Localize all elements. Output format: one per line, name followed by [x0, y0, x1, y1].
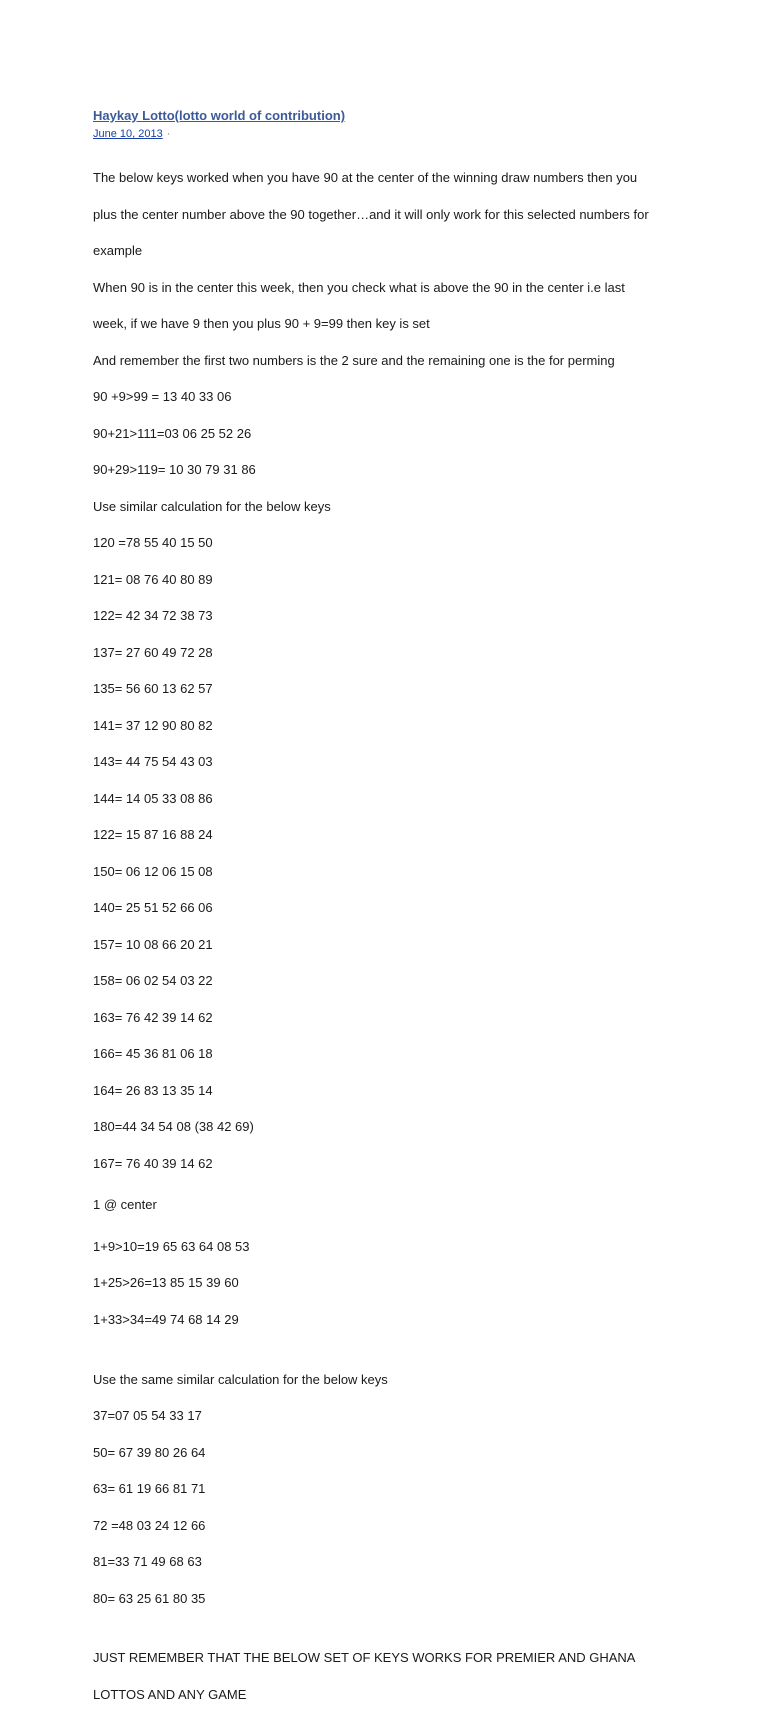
key-line: 140= 25 51 52 66 06: [93, 900, 213, 916]
intro-paragraph: [93, 151, 693, 1191]
key-line: 163= 76 42 39 14 62: [93, 1009, 213, 1025]
text-line: JUST REMEMBER THAT THE BELOW SET OF KEYS WORKS FOR PREMIER AND GHANA: [93, 1650, 636, 1666]
key-line: 167= 76 40 39 14 62: [93, 1155, 213, 1171]
key-line: 121= 08 76 40 80 89: [93, 571, 213, 587]
text-line: Use the same similar calculation for the below keys: [93, 1371, 388, 1387]
key-line: 90 +9>99 = 13 40 33 06: [93, 389, 232, 405]
key-line: 141= 37 12 90 80 82: [93, 717, 213, 733]
similar-keys: [93, 1352, 693, 1626]
key-line: 143= 44 75 54 43 03: [93, 754, 213, 770]
closing-note: [93, 1631, 693, 1722]
text-line: And remember the first two numbers is the 2 sure and the remaining one is the for perming: [93, 352, 615, 368]
key-line: 120 =78 55 40 15 50: [93, 535, 213, 551]
key-line: 1+9>10=19 65 63 64 08 53: [93, 1238, 250, 1254]
key-line: 1+33>34=49 74 68 14 29: [93, 1311, 239, 1327]
key-line: 150= 06 12 06 15 08: [93, 863, 213, 879]
key-line: 157= 10 08 66 20 21: [93, 936, 213, 952]
key-line: 180=44 34 54 08 (38 42 69): [93, 1119, 254, 1135]
key-line: 37=07 05 54 33 17: [93, 1408, 202, 1423]
text-line: week, if we have 9 then you plus 90 + 9=99 then key is set: [93, 316, 430, 332]
post-meta: [93, 126, 693, 142]
date-separator: ·: [166, 128, 171, 140]
post-date-link[interactable]: June 10, 2013: [93, 128, 163, 140]
blog-post: [93, 107, 693, 1722]
text-line: When 90 is in the center this week, then you check what is above the 90 in the center i.e last: [93, 279, 625, 295]
key-line: 80= 63 25 61 80 35: [93, 1590, 206, 1606]
text-line: LOTTOS AND ANY GAME: [93, 1686, 247, 1702]
center-keys: [93, 1220, 693, 1348]
key-line: 1+25>26=13 85 15 39 60: [93, 1275, 239, 1291]
center-heading: 1 @ center: [93, 1197, 157, 1213]
key-line: 81=33 71 49 68 63: [93, 1554, 202, 1569]
key-line: 166= 45 36 81 06 18: [93, 1046, 213, 1062]
key-line: 90+21>111=03 06 25 52 26: [93, 425, 252, 441]
text-line: plus the center number above the 90 together…and it will only work for this selected numbers for: [93, 206, 649, 222]
key-line: 137= 27 60 49 72 28: [93, 644, 213, 660]
key-line: 122= 42 34 72 38 73: [93, 608, 213, 624]
key-line: 135= 56 60 13 62 57: [93, 681, 213, 697]
text-line: Use similar calculation for the below keys: [93, 498, 331, 514]
key-line: 164= 26 83 13 35 14: [93, 1082, 213, 1098]
post-title-link[interactable]: Haykay Lotto(lotto world of contribution): [93, 108, 346, 123]
key-line: 90+29>119= 10 30 79 31 86: [93, 462, 256, 478]
key-line: 122= 15 87 16 88 24: [93, 827, 213, 843]
key-line: 50= 67 39 80 26 64: [93, 1444, 206, 1460]
key-line: 72 =48 03 24 12 66: [93, 1517, 206, 1533]
key-line: 158= 06 02 54 03 22: [93, 973, 213, 989]
key-line: 63= 61 19 66 81 71: [93, 1481, 206, 1496]
text-line: example: [93, 243, 143, 259]
key-line: 144= 14 05 33 08 86: [93, 790, 213, 806]
text-line: The below keys worked when you have 90 at the center of the winning draw numbers then you: [93, 170, 638, 186]
